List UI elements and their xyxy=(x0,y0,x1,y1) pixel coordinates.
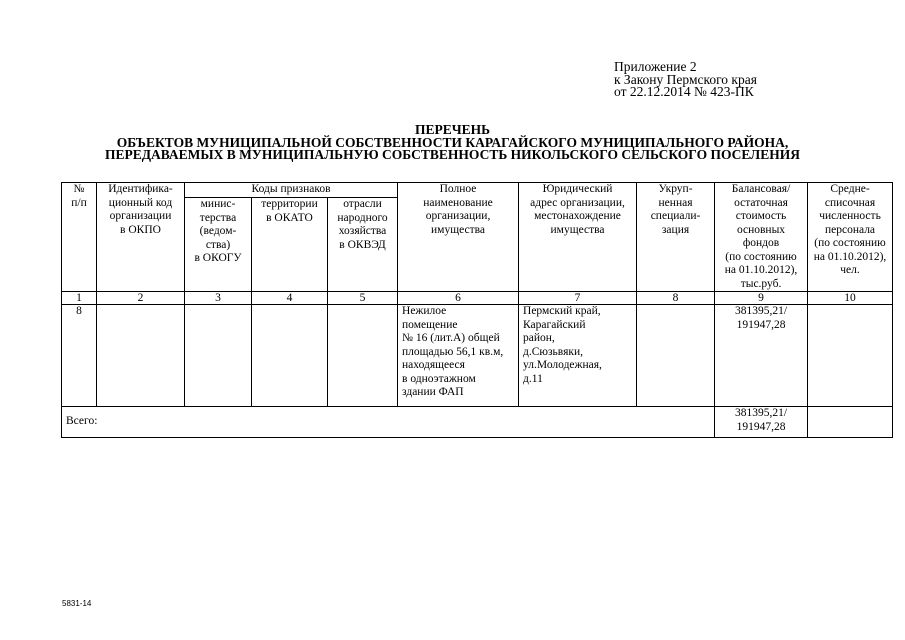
total-row xyxy=(62,407,893,438)
cell-text-line: д.Сюзьвяки, xyxy=(523,345,583,358)
row-okved xyxy=(328,305,398,407)
cell-text-line: имущества xyxy=(431,223,485,236)
row-staff xyxy=(808,305,893,407)
cell-text-line: наименование xyxy=(423,196,493,209)
row-name xyxy=(398,305,519,407)
cell-text-line: Укруп- xyxy=(658,183,693,195)
cell-text-line: Полное xyxy=(439,183,477,195)
row-okato xyxy=(252,305,328,407)
cell-text-line: ненная xyxy=(658,196,693,209)
cell-text-line: организации xyxy=(109,210,172,222)
cell-text-line: тыс.руб. xyxy=(740,277,782,290)
header-codes xyxy=(185,183,398,198)
appendix-line: от 22.12.2014 № 423-ПК xyxy=(614,84,754,99)
header-address xyxy=(519,183,637,292)
row-specialization xyxy=(637,305,715,407)
document-stamp: 5831-14 xyxy=(62,599,92,608)
title-line: ПЕРЕЧЕНЬ xyxy=(414,122,491,137)
cell-text-line: в ОКОГУ xyxy=(194,252,242,265)
cell-text-line: п/п xyxy=(71,196,87,209)
cell-text-line: адрес организации, xyxy=(530,196,625,209)
header-num xyxy=(62,183,97,292)
column-number: 4 xyxy=(252,292,328,305)
cell-text-line: территории xyxy=(261,198,318,211)
cell-text-line: организации, xyxy=(425,210,491,222)
cell-text-line: Средне- xyxy=(830,183,870,195)
cell-text-line: находящееся xyxy=(402,359,465,371)
cell-text-line: здании ФАП xyxy=(402,386,464,398)
cell-text-line: зация xyxy=(661,223,690,236)
cell-text-line: народного xyxy=(337,211,388,224)
title-line: ОБЪЕКТОВ МУНИЦИПАЛЬНОЙ СОБСТВЕННОСТИ КАРАГАЙСКОГО МУНИЦИПАЛЬНОГО РАЙОНА, xyxy=(116,134,789,150)
cell-text-line: минис- xyxy=(200,198,236,211)
header-balance xyxy=(715,183,808,292)
appendix-line: Приложение 2 xyxy=(614,59,697,74)
cell-text-line: в одноэтажном xyxy=(402,372,476,385)
property-table xyxy=(61,182,893,438)
row-okogu xyxy=(185,305,252,407)
column-number: 1 xyxy=(62,292,97,305)
cell-text-line: в ОКВЭД xyxy=(339,238,386,251)
cell-text-line: Коды признаков xyxy=(251,183,331,195)
row-okpo xyxy=(97,305,185,407)
cell-text-line: терства xyxy=(199,211,237,224)
cell-text-line: в ОКПО xyxy=(120,223,161,236)
cell-text-line: (ведом- xyxy=(199,225,237,238)
header-staff xyxy=(808,183,893,292)
total-staff xyxy=(808,407,893,438)
cell-text-line: Идентифика- xyxy=(108,183,173,195)
column-number: 9 xyxy=(715,292,808,305)
column-number: 10 xyxy=(808,292,893,305)
header-row xyxy=(62,183,893,198)
appendix-note xyxy=(614,61,757,99)
cell-text-line: чел. xyxy=(840,264,860,276)
cell-text-line: 191947,28 xyxy=(736,420,786,433)
title-line: ПЕРЕДАВАЕМЫХ В МУНИЦИПАЛЬНУЮ СОБСТВЕННОСТЬ НИКОЛЬСКОГО СЕЛЬСКОГО ПОСЕЛЕНИЯ xyxy=(104,147,800,162)
cell-text-line: (по состоянию xyxy=(814,237,886,249)
column-number: 3 xyxy=(185,292,252,305)
document-title xyxy=(0,124,905,162)
header-specialization xyxy=(637,183,715,292)
column-number: 5 xyxy=(328,292,398,305)
cell-text-line: в ОКАТО xyxy=(266,211,313,224)
cell-text-line: персонала xyxy=(824,223,876,236)
cell-text-line: численность xyxy=(819,210,881,222)
cell-text-line: ул.Молодежная, xyxy=(523,359,602,371)
cell-text-line: Карагайский xyxy=(523,318,586,331)
cell-text-line: Юридический xyxy=(542,183,613,195)
total-label: Всего: xyxy=(62,407,715,438)
column-number: 8 xyxy=(637,292,715,305)
cell-text-line: имущества xyxy=(550,223,605,236)
cell-text-line: остаточная xyxy=(734,196,788,209)
cell-text-line: на 01.10.2012), xyxy=(813,250,887,263)
cell-text-line: № xyxy=(73,183,85,195)
header-name xyxy=(398,183,519,292)
header-okved xyxy=(328,198,398,292)
cell-text-line: 381395,21/ xyxy=(734,305,788,317)
row-address xyxy=(519,305,637,407)
cell-text-line: (по состоянию xyxy=(725,250,797,263)
cell-text-line: район, xyxy=(523,332,555,344)
cell-text-line: отрасли xyxy=(343,198,382,211)
column-number: 7 xyxy=(519,292,637,305)
cell-text-line: на 01.10.2012), xyxy=(724,264,798,276)
cell-text-line: Балансовая/ xyxy=(731,183,791,195)
cell-text-line: фондов xyxy=(742,237,780,249)
cell-text-line: 191947,28 xyxy=(736,318,786,331)
cell-text-line: площадью 56,1 кв.м, xyxy=(402,345,504,358)
header-okogu xyxy=(185,198,252,292)
cell-text-line: 8 xyxy=(76,305,82,317)
header-okpo xyxy=(97,183,185,292)
cell-text-line: № 16 (лит.А) общей xyxy=(402,332,500,344)
column-number-row xyxy=(62,292,893,305)
row-number xyxy=(62,305,97,407)
total-balance xyxy=(715,407,808,438)
column-number: 6 xyxy=(398,292,519,305)
cell-text-line: специали- xyxy=(650,210,701,222)
table-row xyxy=(62,305,893,407)
cell-text-line: д.11 xyxy=(523,372,543,385)
row-balance xyxy=(715,305,808,407)
cell-text-line: ства) xyxy=(205,238,231,251)
cell-text-line: хозяйства xyxy=(338,225,387,238)
cell-text-line: Нежилое xyxy=(402,305,447,317)
cell-text-line: местонахождение xyxy=(534,210,621,222)
header-okato xyxy=(252,198,328,292)
cell-text-line: основных xyxy=(736,223,786,236)
column-number: 2 xyxy=(97,292,185,305)
appendix-line: к Закону Пермского края xyxy=(614,71,757,87)
cell-text-line: 381395,21/ xyxy=(734,407,788,419)
cell-text-line: ционный код xyxy=(108,196,173,209)
cell-text-line: списочная xyxy=(824,196,876,209)
cell-text-line: стоимость xyxy=(735,210,787,222)
cell-text-line: помещение xyxy=(402,318,458,331)
cell-text-line: Пермский край, xyxy=(523,305,601,317)
